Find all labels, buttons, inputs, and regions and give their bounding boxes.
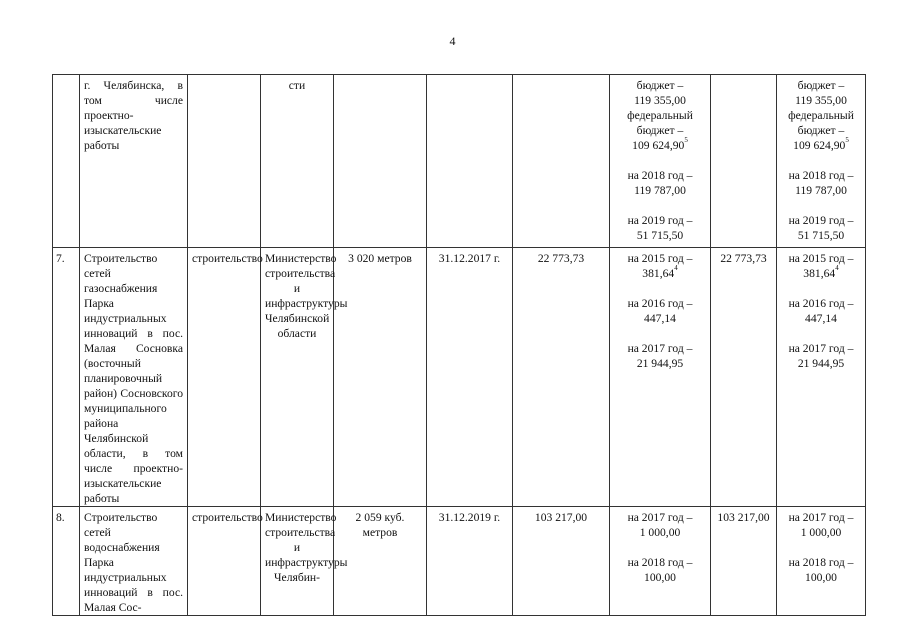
cost: 22 773,73 [513,248,610,507]
page-number: 4 [449,34,456,48]
customer: Министерство строительства и инфраструктуры Челябинской области [261,248,334,507]
total-cost: 103 217,00 [711,507,777,616]
total-cost: 22 773,73 [711,248,777,507]
capacity [334,75,427,248]
total-cost [711,75,777,248]
work-type: строительство [188,248,261,507]
cost: 103 217,00 [513,507,610,616]
row-number: 8. [53,507,80,616]
object-name: г. Челябинска, в том числе проектно-изыскательские работы [80,75,188,248]
object-name: Строительство сетей водоснабжения Парка индустриальных инноваций в пос. Малая Сос- [80,507,188,616]
customer: Министерство строительства и инфраструктуры Челябин- [261,507,334,616]
footnote-ref: 5 [684,136,688,144]
footnote-ref: 5 [845,136,849,144]
funding-by-year: на 2017 год – 1 000,00 на 2018 год – 100,00 [610,507,711,616]
deadline [427,75,513,248]
footnote-ref: 4 [835,264,839,272]
objects-table [52,74,866,616]
work-type: строительство [188,507,261,616]
footnote-ref: 4 [674,264,678,272]
deadline: 31.12.2017 г. [427,248,513,507]
cost [513,75,610,248]
object-name: Строительство сетей газоснабжения Парка индустриальных инноваций в пос. Малая Сосновка (восточный планировочный район) Сосновского муниципального района Челябинской области, в том числе проектно-изыскательские работы [80,248,188,507]
total-by-year: на 2017 год – 1 000,00 на 2018 год – 100,00 [777,507,866,616]
total-by-year: на 2015 год – 381,64$^4$ на 2016 год – 447,14 на 2017 год – 21 944,95 [777,248,866,507]
table-row [53,248,866,507]
customer: сти [261,75,334,248]
work-type [188,75,261,248]
capacity: 3 020 метров [334,248,427,507]
table-row [53,75,866,248]
table-row [53,507,866,616]
capacity: 2 059 куб. метров [334,507,427,616]
total-by-year: бюджет – 119 355,00 федеральный бюджет – 109 624,90$^5$ на 2018 год – 119 787,00 на 2019 год – 51 715,50 [777,75,866,248]
row-number [53,75,80,248]
funding-by-year: на 2015 год – 381,64$^4$ на 2016 год – 447,14 на 2017 год – 21 944,95 [610,248,711,507]
deadline: 31.12.2019 г. [427,507,513,616]
row-number: 7. [53,248,80,507]
funding-by-year: бюджет – 119 355,00 федеральный бюджет – 109 624,90$^5$ на 2018 год – 119 787,00 на 2019 год – 51 715,50 [610,75,711,248]
